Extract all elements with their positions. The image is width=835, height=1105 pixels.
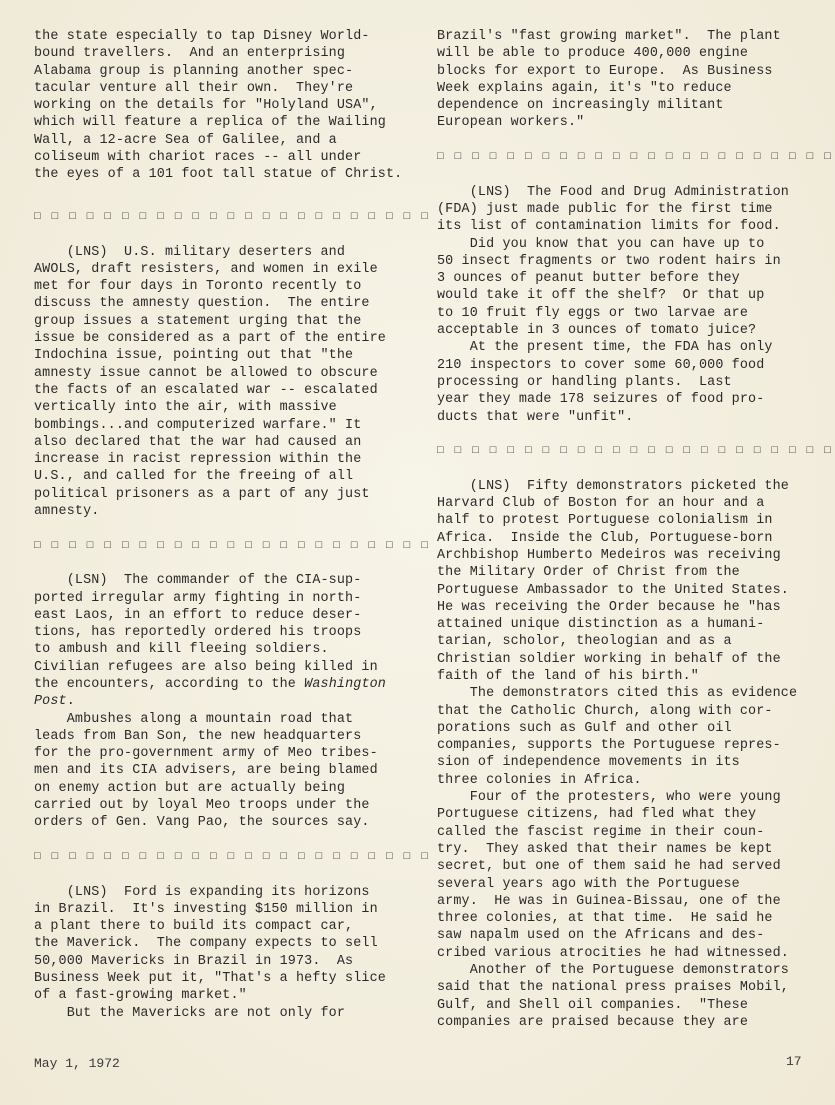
text-line: of a fast-growing market." [34,988,247,1004]
text-line: working on the details for "Holyland USA", [34,98,378,114]
text-line: At the present time, the FDA has only [437,340,773,356]
text-line: political prisoners as a part of any just [34,486,370,502]
text-line: Another of the Portuguese demonstrators [437,963,789,979]
text-line: ducts that were "unfit". [437,409,634,425]
text-line: the Maverick. The company expects to sell [34,936,378,952]
text-line [34,693,414,710]
text-line: 3 ounces of peanut butter before they [437,271,740,287]
text-line: cribed various atrocities he had witnessed. [437,945,789,961]
text-line: Christian soldier working in behalf of the [437,651,781,667]
text-line: Business Week put it, "That's a hefty slice [34,971,386,987]
paragraph-gap [34,184,414,201]
text-line: carried out by loyal Meo troops under the [34,798,370,814]
section-separator: □ □ □ □ □ □ □ □ □ □ □ □ □ □ □ □ □ □ □ □ □ □ □ [34,210,431,223]
text-line: European workers." [437,115,585,131]
text-line: the state especially to tap Disney World- [34,29,370,44]
text-line: on enemy action but are actually being [34,780,346,796]
text-line: orders of Gen. Vang Pao, the sources say. [34,815,370,831]
section-separator: □ □ □ □ □ □ □ □ □ □ □ □ □ □ □ □ □ □ □ □ □ □ □ [437,445,834,458]
text-line: for the pro-government army of Meo tribes- [34,746,378,762]
text-line: the facts of an escalated war -- escalated [34,382,378,398]
text-line: Harvard Club of Boston for an hour and a [437,496,765,512]
footer-date: May 1, 1972 [34,1056,120,1071]
text-line: year they made 178 seizures of food pro- [437,392,765,408]
text-line: bombings...and computerized warfare." It [34,417,362,433]
text-line: tions, has reportedly ordered his troops [34,625,362,641]
text-line: to 10 fruit fly eggs or two larvae are [437,305,749,321]
text-line: (LNS) Fifty demonstrators picketed the [437,478,789,494]
text-line: increase in racist repression within the [34,452,362,468]
paragraph-gap [437,460,809,477]
text-line: Four of the protesters, who were young [437,790,781,806]
text-line: in Brazil. It's investing $150 million in [34,901,378,917]
text-line: 210 inspectors to cover some 60,000 food [437,357,765,373]
text-line: tarian, scholor, theologian and as a [437,634,732,650]
text-line: group issues a statement urging that the [34,313,362,329]
text-line: AWOLS, draft resisters, and women in exile [34,261,378,277]
section-separator: □ □ □ □ □ □ □ □ □ □ □ □ □ □ □ □ □ □ □ □ □ □ □ [437,151,834,164]
text-line: sion of independence movements in its [437,755,740,771]
text-line: (LSN) The commander of the CIA-sup- [34,573,362,589]
text-line: blocks for export to Europe. As Business [437,63,773,79]
text-line: the eyes of a 101 foot tall statue of Christ. [34,167,403,183]
paragraph-gap [34,226,414,243]
text-line: men and its CIA advisers, are being blamed [34,763,378,779]
text-line: met for four days in Toronto recently to [34,279,362,295]
text-line: half to protest Portuguese colonialism in [437,513,773,529]
text-line: Did you know that you can have up to [437,236,765,252]
right-column [437,28,834,1031]
text-line: processing or handling plants. Last [437,374,732,390]
text-line: bound travellers. And an enterprising [34,46,346,62]
paragraph-gap [34,520,414,537]
text-line: porations such as Gulf and other oil [437,720,732,736]
text-line: (FDA) just made public for the first time [437,201,773,217]
text-line: its list of contamination limits for food. [437,219,781,235]
text-line: amnesty issue cannot be allowed to obscure [34,365,378,381]
text-line: army. He was in Guinea-Bissau, one of the [437,893,781,909]
paragraph-gap [437,166,809,183]
text-line: But the Mavericks are not only for [34,1005,346,1021]
text-line: The demonstrators cited this as evidence [437,686,798,702]
text-line: Gulf, and Shell oil companies. "These [437,997,749,1013]
text-line: vertically into the air, with massive [34,400,337,416]
paragraph-gap [34,555,414,572]
text-line: three colonies in Africa. [437,772,642,788]
text-line: issue be considered as a part of the entire [34,331,386,347]
text-segment: the encounters, according to the [34,676,305,692]
paragraph-gap [34,201,414,209]
text-line [34,676,414,693]
text-line: will be able to produce 400,000 engine [437,46,749,62]
text-line: Africa. Inside the Club, Portuguese-born [437,530,773,546]
paragraph-gap [34,866,414,883]
text-line: Ambushes along a mountain road that [34,711,354,727]
text-line: Portuguese Ambassador to the United States. [437,582,789,598]
text-line: would take it off the shelf? Or that up [437,288,765,304]
text-line: leads from Ban Son, the new headquarters [34,728,362,744]
text-line: (LNS) Ford is expanding its horizons [34,884,370,900]
text-line: Brazil's "fast growing market". The plant [437,29,781,44]
text-line: amnesty. [34,504,100,520]
text-line: that the Catholic Church, along with cor- [437,703,773,719]
text-line: the Military Order of Christ from the [437,565,740,581]
text-line: a plant there to build its compact car, [34,919,354,935]
text-line: acceptable in 3 ounces of tomato juice? [437,323,757,339]
text-line: Wall, a 12-acre Sea of Galilee, and a [34,132,337,148]
section-separator: □ □ □ □ □ □ □ □ □ □ □ □ □ □ □ □ □ □ □ □ □ □ □ [34,850,431,863]
text-line: ported irregular army fighting in north- [34,590,362,606]
page-number: 17 [786,1054,802,1069]
text-line: U.S., and called for the freeing of all [34,469,354,485]
text-line: (LNS) The Food and Drug Administration [437,184,789,200]
left-column [34,28,431,1022]
text-line: coliseum with chariot races -- all under [34,150,362,166]
paragraph-gap [437,426,809,443]
paragraph-gap [34,832,414,849]
text-line: Indochina issue, pointing out that "the [34,348,354,364]
text-line: dependence on increasingly militant [437,98,724,114]
text-line: called the fascist regime in their coun- [437,824,765,840]
text-line: Portuguese citizens, had fled what they [437,807,757,823]
italic-publication-name: Washington [304,676,386,692]
text-line: Alabama group is planning another spec- [34,63,354,79]
text-line: Week explains again, it's "to reduce [437,80,732,96]
text-line: which will feature a replica of the Wailing [34,115,386,131]
text-line: (LNS) U.S. military deserters and [34,244,346,260]
text-line: three colonies, at that time. He said he [437,911,773,927]
text-line: east Laos, in an effort to reduce deser- [34,607,362,623]
italic-publication-name: Post [34,694,67,710]
text-line: secret, but one of them said he had served [437,859,781,875]
text-line: Civilian refugees are also being killed in [34,659,378,675]
text-line: several years ago with the Portuguese [437,876,740,892]
text-line: saw napalm used on the Africans and des- [437,928,765,944]
text-line: try. They asked that their names be kept [437,841,773,857]
text-line: tacular venture all their own. They're [34,80,354,96]
text-line: companies are praised because they are [437,1014,749,1030]
text-line: also declared that the war had caused an [34,434,362,450]
text-line: 50,000 Mavericks in Brazil in 1973. As [34,953,354,969]
text-line: faith of the land of his birth." [437,668,699,684]
text-line: discuss the amnesty question. The entire [34,296,370,312]
text-line: He was receiving the Order because he "has [437,599,781,615]
text-line: Archbishop Humberto Medeiros was receiving [437,547,781,563]
text-line: 50 insect fragments or two rodent hairs in [437,253,781,269]
section-separator: □ □ □ □ □ □ □ □ □ □ □ □ □ □ □ □ □ □ □ □ □ □ □ [34,539,431,552]
text-line: companies, supports the Portuguese repres- [437,738,781,754]
text-line: said that the national press praises Mobil, [437,980,789,996]
text-line: to ambush and kill fleeing soldiers. [34,642,329,658]
paragraph-gap [437,132,809,149]
text-segment: . [66,694,75,710]
text-line: attained unique distinction as a humani- [437,617,765,633]
